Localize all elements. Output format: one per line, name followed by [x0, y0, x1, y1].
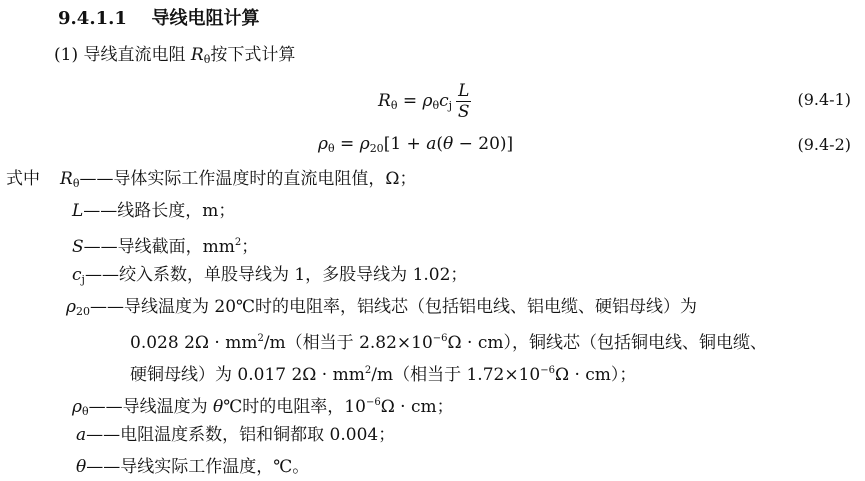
def-rho20-line2: 0.028 $2\Omega \cdot mm^2/m$（相当于 $2.82\times 10^{-6}\Omega \cdot cm$），铜线芯（包括铜电线、铜电缆、: [130, 333, 767, 353]
def-rho20-line3: 硬铜母线）为 0.017 $2\Omega \cdot mm^2/m$（相当于 $1.72\times 10^{-6}\Omega \cdot cm$）；: [130, 365, 637, 385]
fraction-l-over-s: $\frac{L}{S}$: [457, 81, 470, 122]
def-rho20-line1: $\rho_{20}——$导线温度为 20℃时的电阻率，铝线芯（包括铝电线、铝电缆、硬铝母线）为: [66, 297, 698, 318]
equation-number-1: (9.4-1): [797, 90, 851, 109]
def-r-theta: 式中 $R_\theta——$导体实际工作温度时的直流电阻值，Ω；: [6, 169, 417, 190]
equation-9-4-1: $R_\theta = \rho_\theta c_j$ $\frac{L}{S}$: [378, 81, 470, 122]
equation-9-4-2: $\rho_\theta = \rho_{20}[1 + a(\theta - 20)]$: [318, 134, 514, 155]
section-number: 9.4.1.1: [58, 8, 127, 29]
def-rho-theta: $\rho_\theta——$导线温度为 θ℃时的电阻率，$10^{-6}\Omega$ · cm；: [72, 397, 454, 418]
def-cj: $c_j——$绞入系数，单股导线为 1，多股导线为 1.02；: [72, 265, 468, 286]
equation-number-2: (9.4-2): [797, 135, 851, 154]
section-title: 导线电阻计算: [151, 8, 260, 29]
def-l: L——线路长度，m；: [72, 201, 236, 221]
def-alpha: a——电阻温度系数，铝和铜都取 0.004；: [76, 425, 396, 445]
section-heading: [58, 8, 259, 30]
def-s: S——导线截面，$mm^2$；: [72, 237, 259, 257]
def-theta: θ——导线实际工作温度，℃。: [76, 457, 310, 477]
paragraph-1: (1) 导线直流电阻 $R_\theta$按下式计算: [54, 45, 296, 66]
